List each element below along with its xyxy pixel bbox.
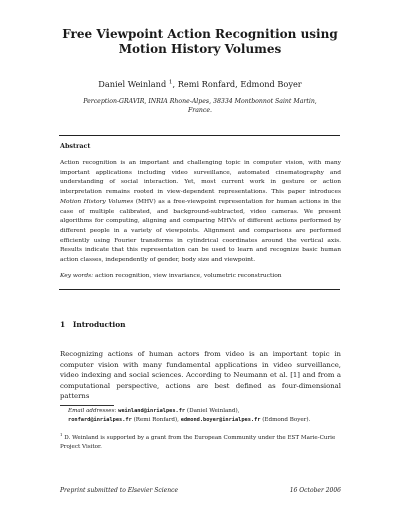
abstract-top-rule [59,135,340,136]
section-number: 1 [60,320,66,329]
affiliation [40,97,360,115]
paper-title [40,27,360,57]
email-link[interactable]: edmond.boyer@inrialpes.fr [180,416,261,423]
title-line-1: Free Viewpoint Action Recognition using [62,27,338,41]
footnote-email [60,407,341,424]
footnote-mark: 1 [60,432,63,438]
email-link[interactable]: ronfard@inrialpes.fr [68,416,132,423]
keywords-label: Key words: [60,273,94,279]
title-line-2: Motion History Volumes [118,42,282,56]
abstract-heading: Abstract [60,142,91,150]
intro-paragraph: Recognizing actions of human actors from video is an important topic in computer vision with many fundamental applications in video surveillance, video indexing and social sciences. According to Neumann et al. [1] and from a computational perspective, actions are best defined as four-dimensional patterns [60,350,341,400]
author-name: Remi Ronfard [177,79,236,89]
email-link[interactable]: weinland@inrialpes.fr [118,408,186,414]
author-list: Daniel Weinland $^1$, Remi Ronfard, Edmond Boyer [98,79,302,89]
email-owner: (Remi Ronfard), [133,416,179,423]
section-heading [60,320,126,329]
affiliation-line-1: Perception-GRAVIR, INRIA Rhone-Alpes, 38334 Montbonnot Saint Martin, [83,98,317,105]
abstract-bottom-rule [59,289,340,290]
abstract-part-2: (MHV) as a free-viewpoint representation for human actions in the case of multiple calibrated, and background-subtracted, video cameras. We present algorithms for computing, aligning and comparing MHVs of different actions performed by different people in a variety of viewpoints. Alignment and comparisons are performed efficiently using Fourier transforms in cylindrical coordinates around the vertical axis. Results indicate that this representation can be used to learn and recognize basic human action classes, independently of gender, body size and viewpoint. [60,198,341,264]
abstract-text [60,159,341,266]
author-name: Daniel Weinland [98,79,167,89]
email-label: Email addresses: [68,408,117,414]
footer-date: 16 October 2006 [289,487,341,494]
abstract-part-1: Action recognition is an important and challenging topic in computer vision, with many important applications including video surveillance, automated cinematography and understanding of social interaction. Yet, most current work in gesture or action interpretation remains rooted in view-dependent representations. This paper introduces [60,160,341,196]
author-name: Edmond Boyer [240,79,302,89]
footnote-rule [60,405,114,406]
section-title: Introduction [72,320,126,329]
affiliation-line-2: France. [187,107,213,114]
keywords-list: action recognition, view invariance, volumetric reconstruction [95,273,282,279]
keywords [60,273,282,279]
author-footnote-mark: 1 [168,79,173,86]
footer-preprint: Preprint submitted to Elsevier Science [60,487,178,494]
email-owner: (Edmond Boyer). [262,416,311,423]
abstract-emphasis: Motion History Volumes [60,198,134,205]
footnote-grant [60,434,341,451]
footnote-text: D. Weinland is supported by a grant from the European Community under the EST Marie-Curie Project Visitor. [60,435,336,450]
email-owner: (Daniel Weinland), [186,408,240,414]
